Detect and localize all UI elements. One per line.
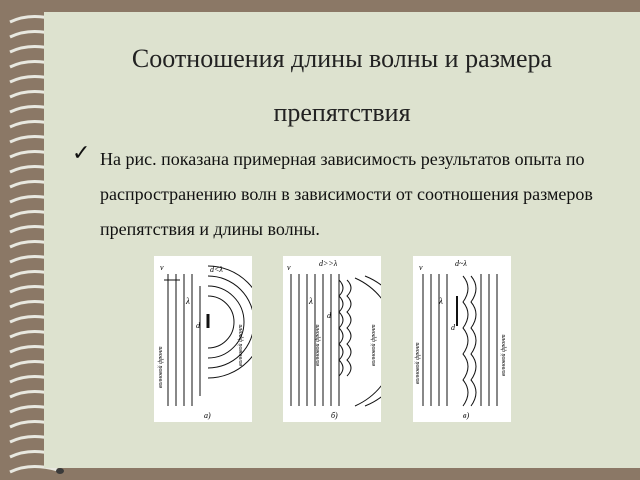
figure-a (154, 256, 252, 422)
figure-c-front-left: волновой фронт (415, 342, 421, 384)
figure-b (283, 256, 381, 422)
figure-c-d: d (451, 323, 455, 332)
figure-a-lambda: λ (186, 296, 190, 306)
figure-b-caption: б) (331, 411, 338, 420)
figure-a-caption: а) (204, 411, 211, 420)
bullet-text: На рис. показана примерная зависимость результатов опыта по распространению волн в зависимости от соотношения размеров препятствия и длины волны. (100, 149, 593, 239)
slide-title-line1: Соотношения длины волны и размера (131, 44, 553, 73)
figure-a-v: v (160, 263, 164, 272)
figure-c-diagram (413, 256, 511, 422)
checkmark-icon: ✓ (72, 140, 91, 165)
figure-b-d: d (327, 311, 331, 320)
figure-a-condition: d<λ (210, 265, 223, 274)
figure-c (413, 256, 511, 422)
figure-a-d: d (196, 321, 200, 330)
figure-c-caption: в) (463, 411, 470, 420)
figure-b-front-right: волновой фронт (371, 324, 377, 366)
figure-b-lambda: λ (309, 296, 313, 306)
figure-c-condition: d~λ (455, 259, 467, 268)
figure-a-front-left: волновой фронт (158, 346, 164, 388)
figure-c-front-right: волновой фронт (501, 334, 507, 376)
spiral-hole (56, 468, 64, 474)
slide-title-line2: препятствия (273, 98, 411, 127)
figure-b-condition: d>>λ (319, 259, 338, 268)
figure-a-front-right: волновой фронт (238, 324, 244, 366)
figure-b-front-left: волновой фронт (315, 324, 321, 366)
figure-b-v: v (287, 263, 291, 272)
figure-b-diagram (283, 256, 381, 422)
figure-c-lambda: λ (439, 296, 443, 306)
figure-a-diagram (154, 256, 252, 422)
figure-c-v: v (419, 263, 423, 272)
